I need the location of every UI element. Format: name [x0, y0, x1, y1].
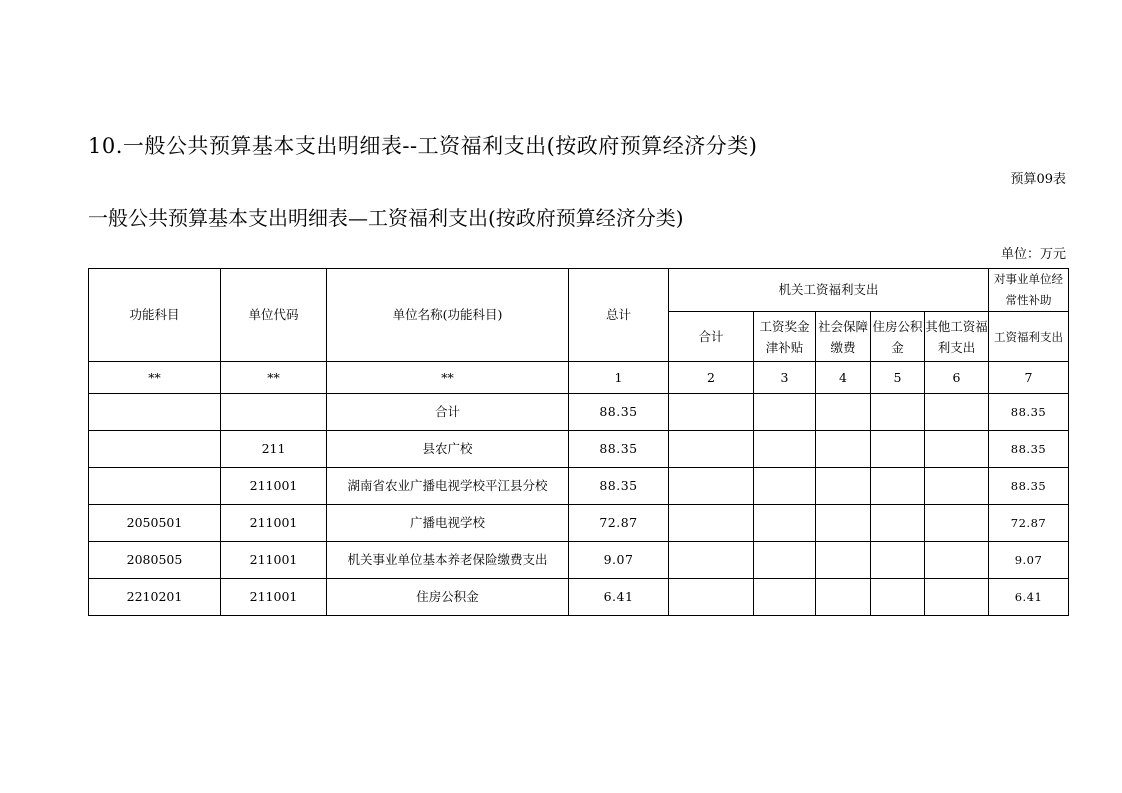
table-row: [89, 579, 1069, 616]
index-cell: 2: [669, 362, 754, 394]
cell-gov-subtotal: [669, 542, 754, 579]
cell-gov-salary-bonus: [754, 394, 816, 431]
cell-total: 88.35: [569, 468, 669, 505]
cell-gov-other: [925, 542, 989, 579]
cell-gov-housing-fund: [871, 505, 925, 542]
cell-gov-subtotal: [669, 394, 754, 431]
cell-func-subject: [89, 394, 221, 431]
cell-total: 9.07: [569, 542, 669, 579]
cell-unit-code: [221, 394, 327, 431]
cell-subsidy-salary: 72.87: [989, 505, 1069, 542]
index-cell: 6: [925, 362, 989, 394]
table-row: [89, 468, 1069, 505]
cell-unit-code: 211001: [221, 579, 327, 616]
cell-subsidy-salary: 9.07: [989, 542, 1069, 579]
cell-gov-social-security: [816, 431, 871, 468]
table-row: [89, 394, 1069, 431]
cell-gov-housing-fund: [871, 431, 925, 468]
header-gov-subtotal: 合计: [669, 312, 754, 362]
page-title: 10.一般公共预算基本支出明细表--工资福利支出(按政府预算经济分类): [88, 134, 758, 158]
cell-gov-salary-bonus: [754, 468, 816, 505]
cell-total: 88.35: [569, 431, 669, 468]
cell-gov-subtotal: [669, 468, 754, 505]
cell-func-subject: 2050501: [89, 505, 221, 542]
header-gov-other: 其他工资福利支出: [925, 312, 989, 362]
cell-unit-name: 广播电视学校: [327, 505, 569, 542]
cell-subsidy-salary: 88.35: [989, 431, 1069, 468]
index-cell: 1: [569, 362, 669, 394]
cell-gov-subtotal: [669, 579, 754, 616]
cell-gov-housing-fund: [871, 542, 925, 579]
cell-unit-name: 合计: [327, 394, 569, 431]
index-cell: **: [221, 362, 327, 394]
unit-label: 单位：万元: [1000, 247, 1066, 262]
cell-gov-salary-bonus: [754, 505, 816, 542]
cell-total: 6.41: [569, 579, 669, 616]
table-row: [89, 542, 1069, 579]
cell-unit-code: 211001: [221, 468, 327, 505]
header-gov-salary-group: 机关工资福利支出: [669, 269, 989, 312]
cell-func-subject: 2080505: [89, 542, 221, 579]
cell-unit-code: 211001: [221, 505, 327, 542]
header-subsidy-group: 对事业单位经常性补助: [989, 269, 1069, 312]
form-number: 预算09表: [1010, 172, 1066, 187]
cell-gov-other: [925, 468, 989, 505]
cell-gov-other: [925, 394, 989, 431]
header-func-subject: 功能科目: [89, 269, 221, 362]
cell-unit-name: 县农广校: [327, 431, 569, 468]
index-cell: 5: [871, 362, 925, 394]
cell-subsidy-salary: 6.41: [989, 579, 1069, 616]
cell-gov-social-security: [816, 579, 871, 616]
table-title: 一般公共预算基本支出明细表—工资福利支出(按政府预算经济分类): [88, 206, 684, 230]
cell-gov-social-security: [816, 505, 871, 542]
cell-unit-code: 211: [221, 431, 327, 468]
index-row: [89, 362, 1069, 394]
cell-gov-other: [925, 579, 989, 616]
table-row: [89, 431, 1069, 468]
cell-gov-social-security: [816, 394, 871, 431]
cell-unit-code: 211001: [221, 542, 327, 579]
cell-gov-social-security: [816, 468, 871, 505]
header-row-1: [89, 269, 1069, 312]
index-cell: **: [89, 362, 221, 394]
budget-table: [88, 268, 1069, 616]
cell-gov-social-security: [816, 542, 871, 579]
header-gov-social-security: 社会保障缴费: [816, 312, 871, 362]
cell-total: 72.87: [569, 505, 669, 542]
cell-unit-name: 湖南省农业广播电视学校平江县分校: [327, 468, 569, 505]
cell-gov-salary-bonus: [754, 542, 816, 579]
header-total: 总计: [569, 269, 669, 362]
index-cell: 7: [989, 362, 1069, 394]
cell-unit-name: 住房公积金: [327, 579, 569, 616]
index-cell: 4: [816, 362, 871, 394]
index-cell: 3: [754, 362, 816, 394]
table-row: [89, 505, 1069, 542]
cell-gov-other: [925, 431, 989, 468]
header-subsidy-salary: 工资福利支出: [989, 312, 1069, 362]
cell-gov-subtotal: [669, 505, 754, 542]
index-cell: **: [327, 362, 569, 394]
cell-gov-housing-fund: [871, 468, 925, 505]
cell-gov-housing-fund: [871, 394, 925, 431]
header-unit-code: 单位代码: [221, 269, 327, 362]
header-unit-name: 单位名称(功能科目): [327, 269, 569, 362]
cell-total: 88.35: [569, 394, 669, 431]
cell-subsidy-salary: 88.35: [989, 468, 1069, 505]
cell-func-subject: [89, 431, 221, 468]
cell-gov-other: [925, 505, 989, 542]
cell-unit-name: 机关事业单位基本养老保险缴费支出: [327, 542, 569, 579]
cell-func-subject: [89, 468, 221, 505]
cell-gov-salary-bonus: [754, 579, 816, 616]
header-gov-salary-bonus: 工资奖金津补贴: [754, 312, 816, 362]
cell-gov-subtotal: [669, 431, 754, 468]
cell-gov-housing-fund: [871, 579, 925, 616]
header-gov-housing-fund: 住房公积金: [871, 312, 925, 362]
cell-func-subject: 2210201: [89, 579, 221, 616]
cell-gov-salary-bonus: [754, 431, 816, 468]
cell-subsidy-salary: 88.35: [989, 394, 1069, 431]
